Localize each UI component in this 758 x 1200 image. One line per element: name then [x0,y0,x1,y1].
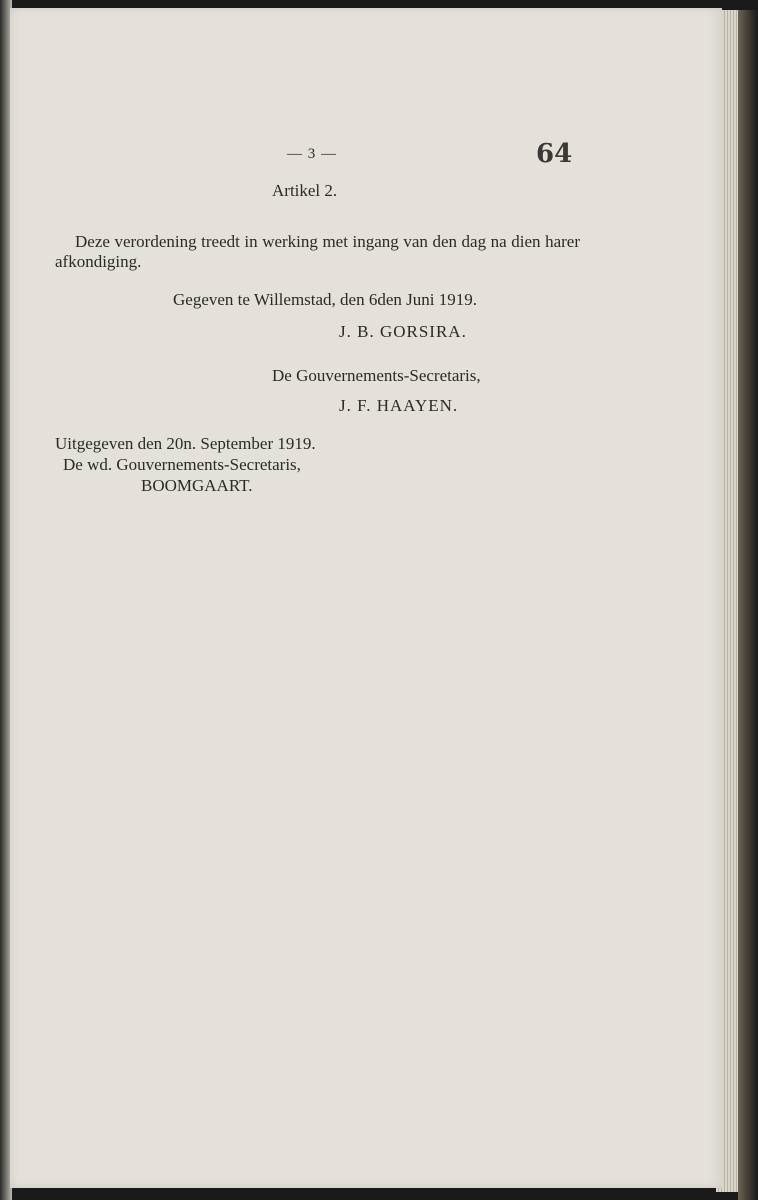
secretary-title: De Gouvernements-Secretaris, [272,366,481,385]
cover-edge [738,10,758,1200]
signatory-secretary: J. F. HAAYEN. [339,396,459,415]
article-heading: Artikel 2. [272,181,338,200]
document-page [10,8,722,1188]
acting-secretary-title: De wd. Gouvernements-Secretaris, [63,455,301,474]
signatory-acting-secretary: BOOMGAART. [141,476,253,495]
given-line: Gegeven te Willemstad, den 6den Juni 1919. [173,290,477,309]
body-paragraph: Deze verordening treedt in werking met ingang van den dag na dien harer afkondiging. [55,232,580,271]
page-number: — 3 — [287,146,337,162]
issued-line: Uitgegeven den 20n. September 1919. [55,434,316,453]
signatory-governor: J. B. GORSIRA. [339,322,467,341]
folio-number: 64 [536,139,573,169]
